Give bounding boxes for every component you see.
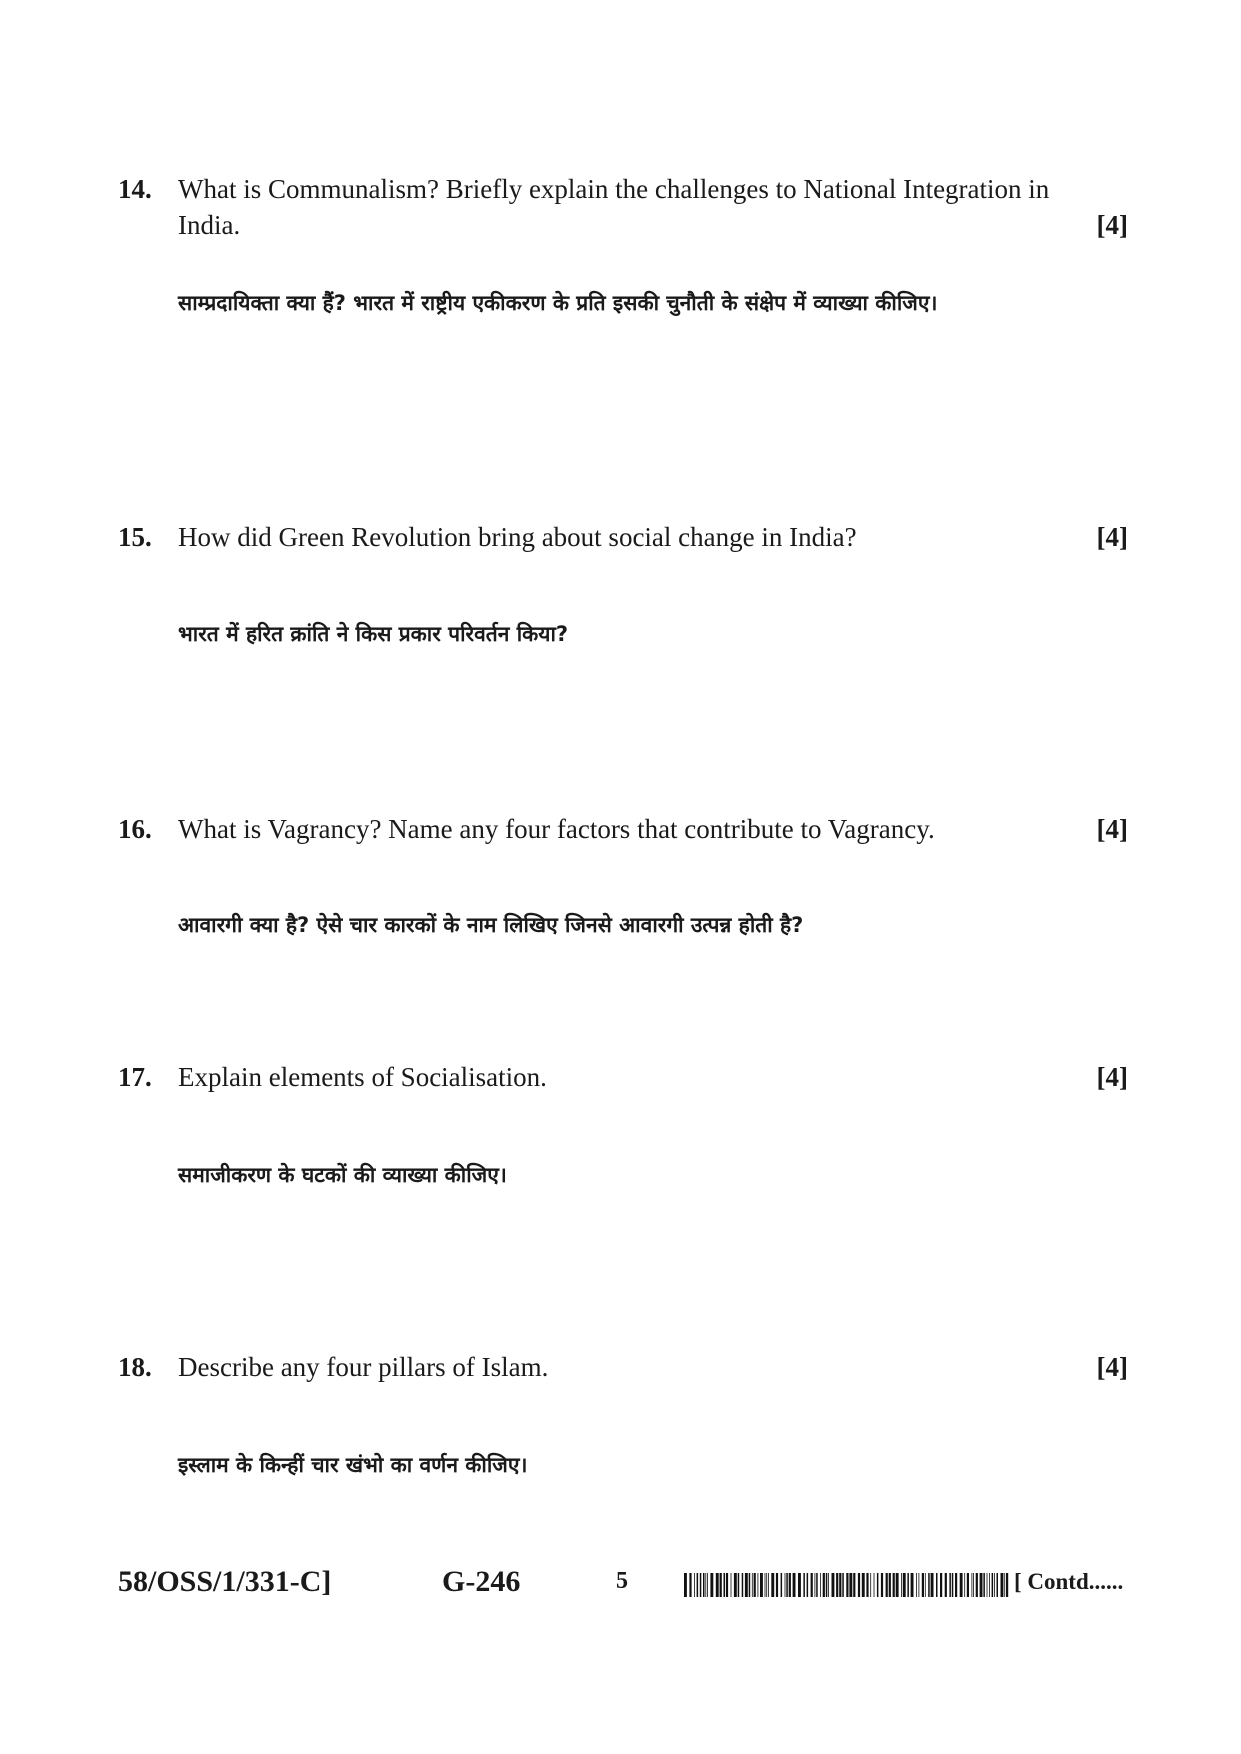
question-marks: [4] [1096, 1352, 1128, 1382]
continued-label: [ Contd...... [1014, 1569, 1124, 1594]
question-number: 14. [118, 174, 152, 204]
barcode [684, 1573, 1010, 1597]
question-marks: [4] [1096, 210, 1128, 240]
paper-code: 58/OSS/1/331-C] [118, 1565, 332, 1598]
question-marks: [4] [1096, 1062, 1128, 1092]
question-text: How did Green Revolution bring about social change in India? [178, 522, 857, 552]
question-number: 16. [118, 814, 152, 844]
question-15-hindi: भारत में हरित क्रांति ने किस प्रकार परिवर्तन किया? [178, 622, 569, 646]
question-text: What is Communalism? Briefly explain the challenges to National Integration in India. [178, 174, 1050, 240]
question-number: 15. [118, 522, 152, 552]
question-number: 17. [118, 1062, 152, 1092]
question-14 [118, 171, 1128, 243]
question-16-hindi: आवारगी क्या है? ऐसे चार कारकों के नाम लिखिए जिनसे आवारगी उत्पन्न होती है? [178, 913, 804, 937]
question-16 [118, 811, 1128, 847]
question-marks: [4] [1096, 522, 1128, 552]
question-18 [118, 1349, 1128, 1385]
question-text: Describe any four pillars of Islam. [178, 1352, 549, 1382]
question-17 [118, 1059, 1128, 1095]
question-18-hindi: इस्लाम के किन्हीं चार खंभो का वर्णन कीजिए। [178, 1453, 528, 1477]
question-text: What is Vagrancy? Name any four factors that contribute to Vagrancy. [178, 814, 935, 844]
page-number: 5 [616, 1568, 628, 1594]
question-text: Explain elements of Socialisation. [178, 1062, 547, 1092]
question-15 [118, 519, 1128, 555]
question-marks: [4] [1096, 814, 1128, 844]
question-17-hindi: समाजीकरण के घटकों की व्याख्या कीजिए। [178, 1163, 507, 1187]
question-14-hindi: साम्प्रदायिक्ता क्या हैं? भारत में राष्ट्रीय एकीकरण के प्रति इसकी चुनौती के संक्षेप में व्याख्या कीजिए। [178, 291, 938, 315]
question-number: 18. [118, 1352, 152, 1382]
series-code: G-246 [442, 1565, 521, 1598]
